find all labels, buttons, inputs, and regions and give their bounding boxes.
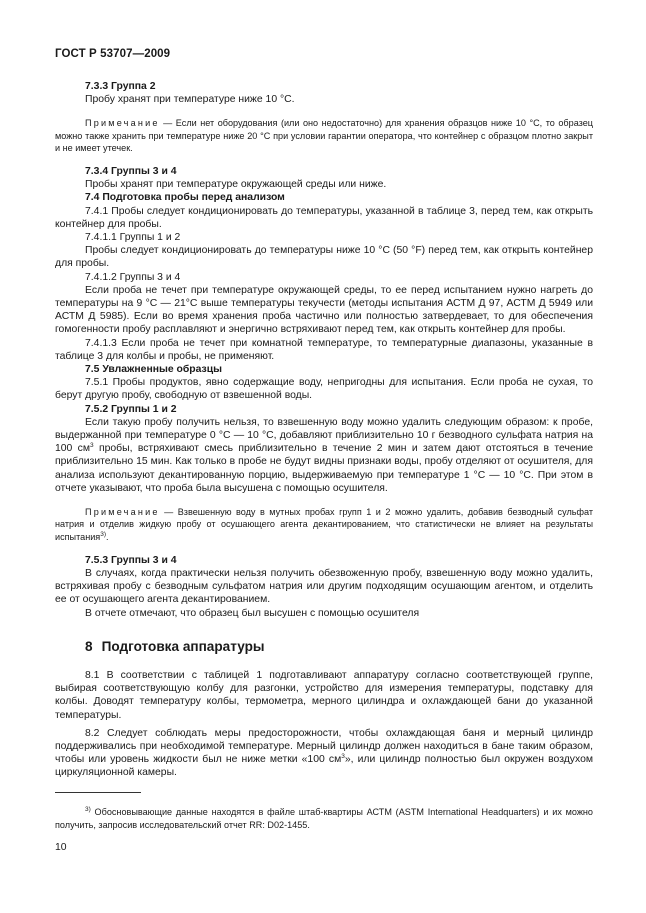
note-text: — Если нет оборудования (или оно недостаточно) для хранения образцов ниже 10 °С, то образец можно также хранить при температуре ниже 20 °С при условии гарантии оператора, что контейнер с образцом плотно закрыт и не имеет утечек. (55, 118, 593, 153)
note-label: Примечание (85, 118, 160, 129)
footnote-separator (55, 792, 141, 793)
heading-7-3-3: 7.3.3 Группа 2 (85, 81, 156, 92)
paragraph-7-4-1-3: 7.4.1.3 Если проба не течет при комнатной температуре, то температурные диапазоны, указанные в таблице 3 для колбы и пробы, не применяют. (55, 337, 593, 362)
paragraph-7-3-3: Пробу хранят при температуре ниже 10 °С. (85, 94, 295, 106)
title-7-4-1-2: 7.4.1.2 Группы 3 и 4 (85, 271, 181, 283)
paragraph-7-4-1-1: Пробы следует кондиционировать до температуры ниже 10 °С (50 °F) перед тем, как открыть контейнер для пробы. (55, 245, 593, 270)
heading-7-5-3: 7.5.3 Группы 3 и 4 (85, 554, 177, 566)
document-header: ГОСТ Р 53707—2009 (55, 48, 171, 60)
paragraph-7-5-3-report: В отчете отмечают, что образец был высушен с помощью осушителя (85, 607, 420, 619)
title-7-4-1-1: 7.4.1.1 Группы 1 и 2 (85, 232, 181, 244)
page-content (55, 80, 593, 780)
text-run: 8.2 Следует соблюдать меры предосторожности, чтобы охлаждающая баня и мерный цилиндр поддерживались при необходимой температуре. Мерный цилиндр должен находиться в бане таким образом, чтобы или уровень жидкости был не ниже метки «100 см (55, 727, 593, 766)
text-run: пробы, встряхивают смесь приблизительно в течение 2 мин и затем дают отстояться в течение приблизительно 15 мин. Как только в пробе не будут видны признаки воды, пробу отделяют от осушителя, для анализа используют декантированную порцию, выдерживаемую при температуре 1 °С — 10 °С. При этом в отчете указывают, что проба была высушена с помощью осушителя. (55, 443, 594, 494)
paragraph-7-4-1: 7.4.1 Пробы следует кондиционировать до температуры, указанной в таблице 3, перед тем, как открыть контейнер для пробы. (55, 205, 593, 230)
superscript: 3 (90, 442, 94, 450)
footnote (55, 806, 593, 831)
text-run: Если такую пробу получить нельзя, то взвешенную воду можно удалить следующим образом: к пробе, выдержанной при температуре 0 °С — 10 °С, добавляют приблизительно 10 г безводного сульфата натрия на 100 см (55, 416, 593, 455)
note-7-5-2 (55, 506, 593, 543)
section-number: 8 (85, 638, 93, 654)
heading-7-5-2: 7.5.2 Группы 1 и 2 (85, 403, 177, 415)
paragraph-8-1: 8.1 В соответствии с таблицей 1 подготавливают аппаратуру согласно соответствующей группе, выбирая соответствующую колбу для разгонки, устройство для измерения температуры, подставку для колбы. Доводят температуру колбы, термометра, мерного цилиндра и охлаждающей бани до указанной температуры. (55, 669, 593, 721)
note-end: . (106, 531, 109, 542)
page-number: 10 (55, 842, 67, 853)
heading-7-3-4: 7.3.4 Группы 3 и 4 (85, 166, 177, 178)
section-title: Подготовка аппаратуры (101, 638, 265, 654)
section-8-heading (55, 640, 593, 653)
paragraph-7-5-2 (55, 416, 593, 495)
note-text: — Взвешенную воду в мутных пробах групп 1 и 2 можно удалить, добавив безводный сульфат натрия и отделив жидкую пробу от осушающего агента декантированием, что статистически не влияет на результаты испытания (55, 507, 593, 542)
footnote-marker: 3) (85, 806, 91, 814)
heading-7-5: 7.5 Увлажненные образцы (85, 364, 222, 376)
note-label: Примечание (85, 507, 160, 518)
paragraph-7-4-1-2: Если проба не течет при температуре окружающей среды, то ее перед испытанием нужно нагреть до температуры на 9 °С — 21°С выше температуры текучести (методы испытания АСТМ Д 97, АСТМ Д 5949 или АСТМ Д 5985). Если во время хранения проба частично или полностью затвердевает, то для обеспечения гомогенности пробу расплавляют и энергично встряхивают перед тем, как открыть контейнер для пробы. (55, 284, 593, 336)
paragraph-7-5-3: В случаях, когда практически нельзя получить обезвоженную пробу, взвешенную воду можно удалить, встряхивая пробу с безводным сульфатом натрия или другим подходящим осушающим агентом, и отделить ее от осушающего агента декантированием. (55, 567, 593, 606)
heading-7-4: 7.4 Подготовка пробы перед анализом (85, 192, 285, 204)
text-run: », или цилиндр полностью был окружен воздухом циркуляционной камеры. (55, 754, 593, 779)
note-7-3-3 (55, 117, 593, 154)
paragraph-8-2 (55, 727, 593, 780)
paragraph-7-5-1: 7.5.1 Пробы продуктов, явно содержащие воду, непригодны для испытания. Если проба не сухая, то берут другую пробу, свободную от взвешенной воды. (55, 377, 593, 402)
paragraph-7-3-4: Пробы хранят при температуре окружающей среды или ниже. (85, 179, 387, 191)
footnote-text: Обосновывающие данные находятся в файле штаб-квартиры АСТМ (ASTM International Headquarters) и их можно получить, запросив исследовательский отчет RR: D02-1455. (55, 807, 593, 830)
superscript: 3 (341, 753, 345, 761)
footnote-ref: 3) (100, 530, 107, 538)
